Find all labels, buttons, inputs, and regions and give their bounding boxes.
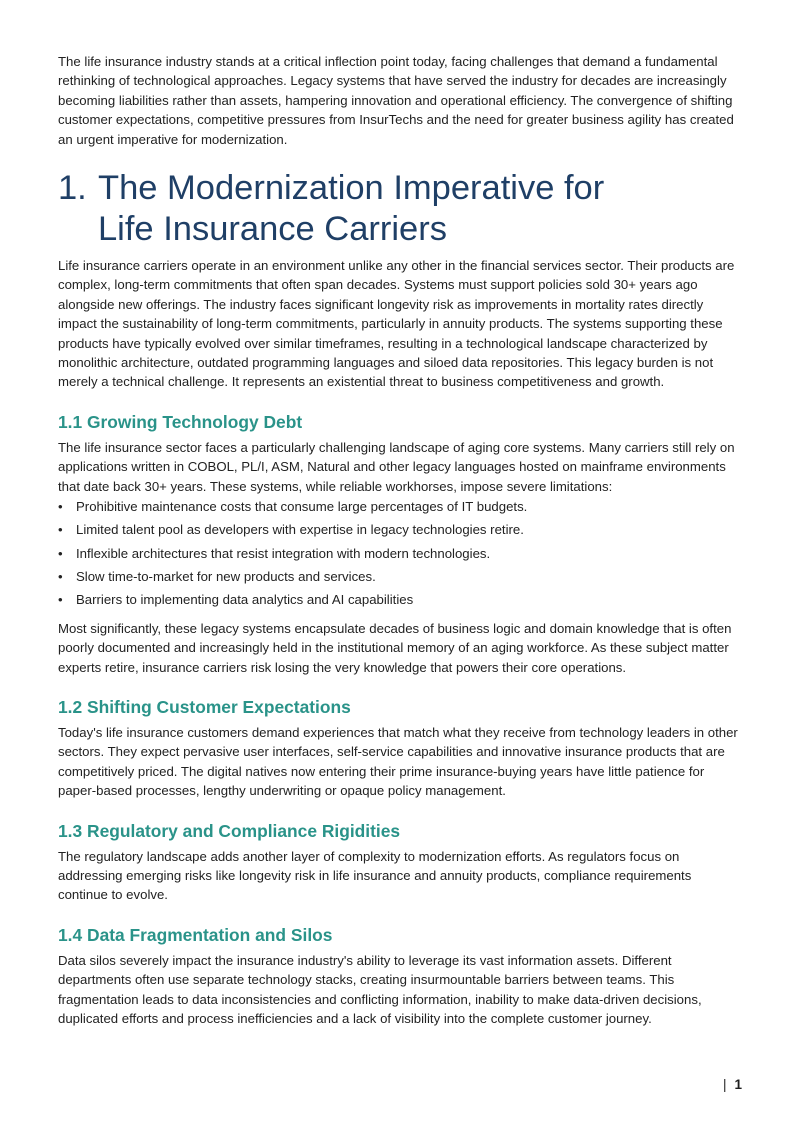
list-item-text: Limited talent pool as developers with expertise in legacy technologies retire.: [76, 522, 524, 538]
list-item-text: Barriers to implementing data analytics and AI capabilities: [76, 592, 414, 608]
section-heading-1-4: 1.4 Data Fragmentation and Silos: [58, 924, 333, 945]
section-heading-1-2: 1.2 Shifting Customer Expectations: [58, 696, 351, 717]
section-1-2-paragraph: Today's life insurance customers demand experiences that match what they receive from technology leaders in other sectors. They expect pervasive user interfaces, self-service capabilities and innovative insurance products that are competitively priced. The digital natives now entering their prime insurance-buying years have little patience for paper-based processes, lengthy underwriting or opaque policy management.: [58, 724, 738, 799]
section-1-3-paragraph: The regulatory landscape adds another layer of complexity to modernization efforts. As regulators focus on addressing emerging risks like longevity risk in life insurance and annuity products, compliance requirements continue to evolve.: [58, 848, 692, 903]
bullet-icon: •: [58, 499, 63, 515]
page-number: [723, 1077, 742, 1092]
section-1-1-closing-paragraph: Most significantly, these legacy systems encapsulate decades of business logic and domain knowledge that is often poorly documented and increasingly held in the institutional memory of an aging workforce. As these subject matter experts retire, insurance carriers risk losing the very knowledge that powers their core operations.: [58, 620, 732, 675]
list-item: [58, 520, 744, 539]
section-heading-1-3: 1.3 Regulatory and Compliance Rigidities: [58, 820, 401, 841]
page-number-value: 1: [734, 1077, 742, 1092]
section-1-4-paragraph: Data silos severely impact the insurance industry's ability to leverage its vast information assets. Different departments often use separate technology stacks, creating insurmountable barriers between teams. This fragmentation leads to data inconsistencies and conflicting information, inability to make data-driven decisions, duplicated efforts and process inefficiencies and a lack of visibility into the complete customer journey.: [58, 952, 702, 1026]
list-item: [58, 544, 744, 563]
chapter-heading: [58, 168, 744, 250]
chapter-title: [98, 168, 744, 250]
list-item-text: Prohibitive maintenance costs that consume large percentages of IT budgets.: [76, 499, 528, 515]
list-item: [58, 590, 744, 609]
section-heading-1-1: 1.1 Growing Technology Debt: [58, 411, 303, 432]
chapter-paragraph: Life insurance carriers operate in an environment unlike any other in the financial services sector. Their products are complex, long-term commitments that often span decades. Systems must support policies sold 30+ years ago alongside new offerings. The industry faces significant longevity risk as improvements in mortality rates directly impact the sustainability of long-term commitments, particularly in annuity products. The systems supporting these products have typically evolved over similar timeframes, resulting in a technological landscape characterized by monolithic architecture, outdated programming languages and siloed data repositories. This legacy burden is not merely a technical challenge. It represents an existential threat to business competitiveness and growth.: [58, 258, 735, 390]
limitations-list: [58, 497, 744, 610]
chapter-number: 1.: [58, 169, 87, 208]
list-item-text: Inflexible architectures that resist integration with modern technologies.: [76, 545, 491, 561]
bullet-icon: •: [58, 545, 63, 561]
document-page: [58, 52, 744, 1028]
bullet-icon: •: [58, 568, 63, 584]
bullet-icon: •: [58, 592, 63, 608]
bullet-icon: •: [58, 522, 63, 538]
chapter-title-line-2: Life Insurance Carriers: [98, 210, 447, 249]
list-item: [58, 567, 744, 586]
intro-paragraph: The life insurance industry stands at a critical inflection point today, facing challenges that demand a fundamental rethinking of technological approaches. Legacy systems that have served the industry for decades are increasingly becoming liabilities rather than assets, hampering innovation and operational efficiency. The convergence of shifting customer expectations, competitive pressures from InsurTechs and the need for greater business agility has created an urgent imperative for modernization.: [58, 54, 734, 147]
page-number-separator: |: [722, 1077, 727, 1092]
chapter-title-line-1: The Modernization Imperative for: [98, 169, 605, 208]
section-1-1-paragraph: The life insurance sector faces a particularly challenging landscape of aging core systems. Many carriers still rely on applications written in COBOL, PL/I, ASM, Natural and other legacy languages hosted on mainframe environments that date back 30+ years. These systems, while reliable workhorses, impose severe limitations:: [58, 439, 735, 494]
list-item-text: Slow time-to-market for new products and services.: [76, 568, 376, 584]
list-item: [58, 497, 744, 516]
